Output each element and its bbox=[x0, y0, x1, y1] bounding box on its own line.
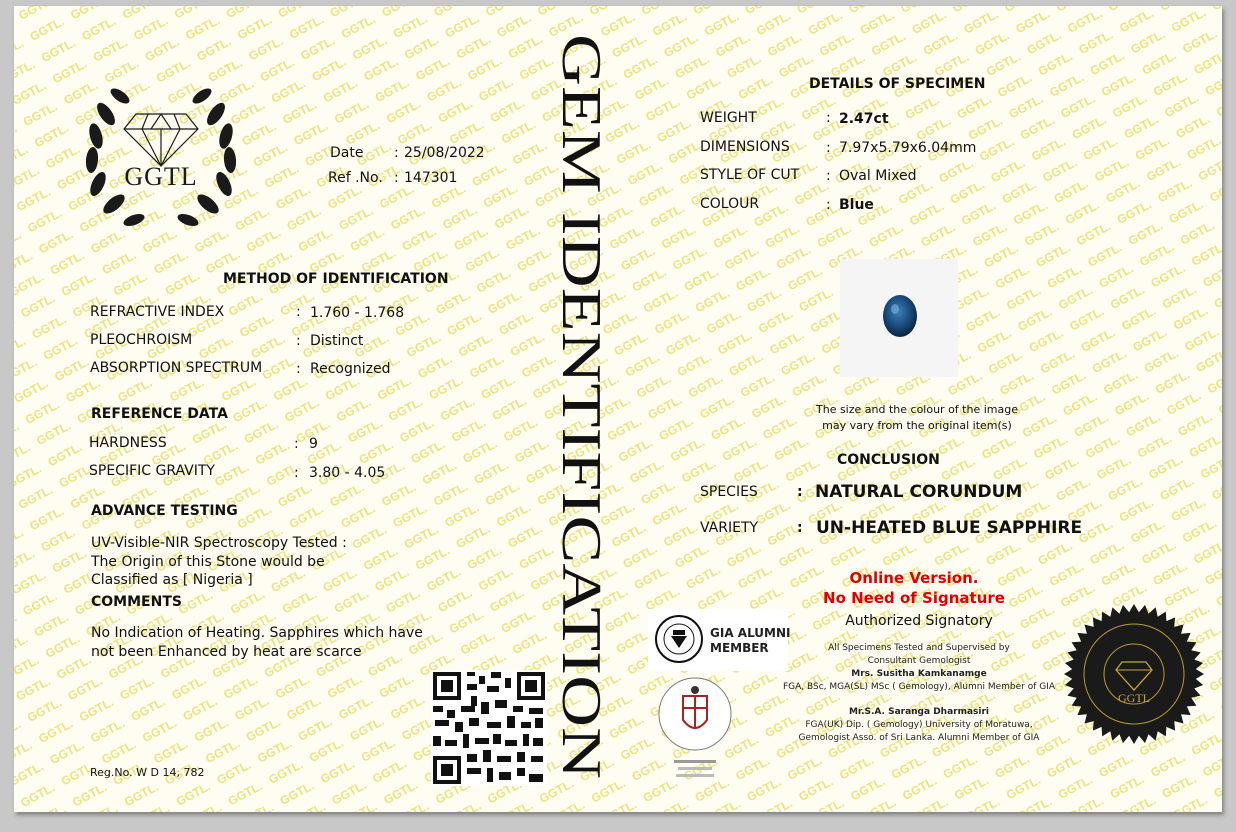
comments-line: No Indication of Heating. Sapphires which have bbox=[91, 625, 423, 641]
gia-text: MEMBER bbox=[710, 641, 769, 655]
method-row-value: 1.760 - 1.768 bbox=[310, 305, 405, 321]
specimen-row-label: WEIGHT bbox=[700, 110, 757, 126]
variety-label: VARIETY bbox=[700, 520, 759, 536]
online-version-note: Online Version. bbox=[849, 569, 979, 587]
certificate-sheet: GGTL Date : 25/08/2022 Ref .No. : 147301 METHOD OF IDENTIFICATION REFRACTIVE INDEX : 1.760 - 1.768 PLEOCHROISM : Distinct ABSORPTION SPECTRUM : Recognized REFERENCE DATA HARDNESS : 9 SPECIFIC GRAVITY : 3.80 - 4.05 ADVANCE TESTING UV-Visible-NIR Spectroscopy Tested : The Origin of this Stone would be Classified as [ Nigeria ] COMMENTS No Indication of Heating. Sapphires which have not been Enhanced by heat are scarce Reg.No. W D 14, 782 GEM IDENTIFICATION DETAILS OF SPECIMEN WEIGHT : 2.47ct DIMENSIONS : 7.97x5.79x6.04mm STYLE OF CUT : Oval Mixed COLOUR : Blue The size and the colour of the image may vary from the original item(s) CONCLUSION SPECIES : NATURAL CORUNDUM VARIETY : UN-HEATED BLUE SAPPHIRE Online Version. No Need of Signature Authorized Signatory All Specimens Tested and Supervised by Consultant Gemologist Mrs. Susitha Kamkanamge FGA, BSc, MGA(SL) MSc ( Gemology), Alumni Member of GIA Mr.S.A. Saranga Dharmasiri FGA(UK) Dip. ( Gemology) University of Moratuwa, Gemologist Asso. of Sri Lanka. Alumni Member of GIA GIA ALUMNI MEMBER GGTL bbox=[14, 6, 1222, 812]
advance-line: The Origin of this Stone would be bbox=[91, 554, 325, 570]
ggtl-seal-icon bbox=[1062, 602, 1206, 746]
comments-heading: COMMENTS bbox=[91, 594, 182, 610]
method-row-value: Distinct bbox=[310, 333, 364, 349]
signatory-line: Consultant Gemologist bbox=[867, 656, 971, 666]
method-row-label: REFRACTIVE INDEX bbox=[90, 304, 225, 320]
specimen-row-value: 2.47ct bbox=[839, 111, 889, 127]
reg-no: Reg.No. W D 14, 782 bbox=[90, 766, 205, 779]
method-row-label: ABSORPTION SPECTRUM bbox=[90, 360, 263, 376]
signatory-line: All Specimens Tested and Supervised by bbox=[828, 643, 1010, 653]
svg-text:GGTL: GGTL bbox=[1118, 691, 1150, 705]
reference-row-value: 9 bbox=[309, 436, 318, 452]
signatory-line: Mrs. Susitha Kamkanamge bbox=[851, 669, 987, 679]
signatory-line: Mr.S.A. Saranga Dharmasiri bbox=[848, 707, 990, 717]
gia-seal-icon bbox=[654, 614, 704, 664]
svg-text:GEM IDENTIFICATION: GEM IDENTIFICATION bbox=[550, 34, 612, 615]
reference-row-value: 3.80 - 4.05 bbox=[309, 465, 386, 481]
variety-value: UN-HEATED BLUE SAPPHIRE bbox=[816, 518, 1083, 538]
specimen-row-label: STYLE OF CUT bbox=[700, 167, 800, 183]
gem-photo bbox=[840, 259, 958, 377]
logo-text: GGTL bbox=[124, 162, 198, 191]
specimen-row-label: DIMENSIONS bbox=[700, 139, 790, 155]
ref-label: Ref .No. bbox=[328, 170, 383, 186]
comments-line: not been Enhanced by heat are scarce bbox=[91, 644, 362, 660]
specimen-row-value: 7.97x5.79x6.04mm bbox=[839, 140, 977, 156]
gia-text: GIA ALUMNI bbox=[710, 626, 791, 640]
association-crest-icon bbox=[654, 674, 736, 784]
reference-row-label: HARDNESS bbox=[89, 435, 167, 451]
advance-line: UV-Visible-NIR Spectroscopy Tested : bbox=[91, 535, 347, 551]
advance-line: Classified as [ Nigeria ] bbox=[91, 572, 253, 588]
signatory-line: Gemologist Asso. of Sri Lanka. Alumni Member of GIA bbox=[798, 733, 1040, 743]
vertical-title bbox=[549, 26, 619, 786]
reference-row-label: SPECIFIC GRAVITY bbox=[89, 463, 215, 479]
qr-code bbox=[431, 670, 547, 786]
advance-heading: ADVANCE TESTING bbox=[91, 503, 238, 519]
method-heading: METHOD OF IDENTIFICATION bbox=[223, 271, 449, 287]
authorized-signatory: Authorized Signatory bbox=[845, 613, 993, 629]
date-value: 25/08/2022 bbox=[404, 145, 485, 161]
reference-heading: REFERENCE DATA bbox=[91, 406, 228, 422]
species-value: NATURAL CORUNDUM bbox=[815, 482, 1023, 502]
specimen-row-value: Oval Mixed bbox=[839, 168, 917, 184]
image-note: The size and the colour of the image bbox=[816, 403, 1018, 416]
method-row-value: Recognized bbox=[310, 361, 391, 377]
ggtl-logo bbox=[76, 74, 246, 234]
specimen-row-value: Blue bbox=[839, 197, 874, 213]
conclusion-heading: CONCLUSION bbox=[837, 452, 940, 468]
signatory-line: FGA(UK) Dip. ( Gemology) University of Moratuwa, bbox=[805, 720, 1033, 730]
specimen-row-label: COLOUR bbox=[700, 196, 760, 212]
method-row-label: PLEOCHROISM bbox=[90, 332, 193, 348]
species-label: SPECIES bbox=[700, 484, 758, 500]
signatory-line: FGA, BSc, MGA(SL) MSc ( Gemology), Alumni Member of GIA bbox=[782, 682, 1056, 692]
image-note: may vary from the original item(s) bbox=[822, 419, 1012, 432]
ref-value: 147301 bbox=[404, 170, 458, 186]
no-signature-note: No Need of Signature bbox=[823, 589, 1005, 607]
specimen-heading: DETAILS OF SPECIMEN bbox=[809, 76, 986, 92]
date-label: Date bbox=[330, 145, 364, 161]
